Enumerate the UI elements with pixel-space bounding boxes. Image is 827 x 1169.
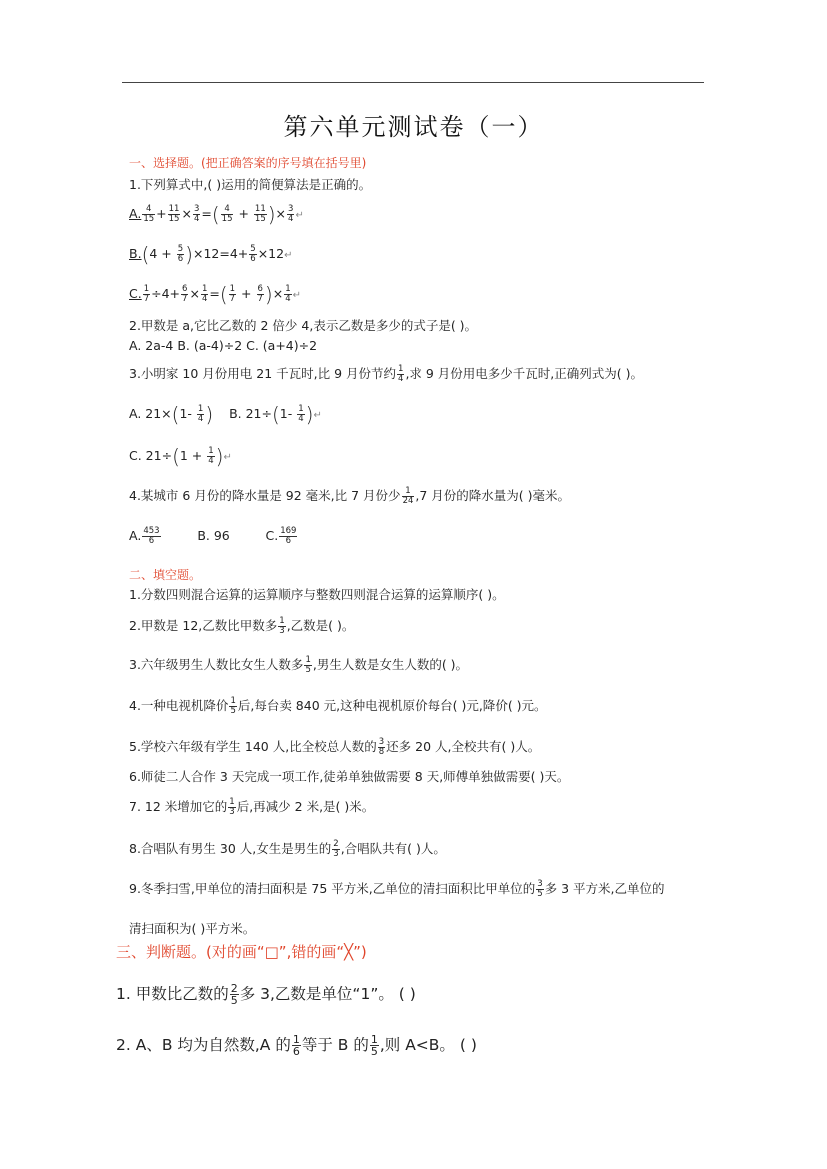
option-a: A. 21× xyxy=(129,406,172,421)
section-1-header: 一、选择题。(把正确答案的序号填在括号里) xyxy=(129,156,367,170)
s2-question-1: 1.分数四则混合运算的运算顺序与整数四则混合运算的运算顺序( )。 xyxy=(129,587,505,602)
s1-q1-option-c: C. $\frac{1}{7}$ ÷4+ $\frac{6}{7}$ × $\frac{1}{4}$ =( $\frac{1}{7}$ + $\frac{6}{7}$ )× $\frac{1}{4}$ ↵ xyxy=(129,282,302,307)
q-tail: 多 3 平方米,乙单位的 xyxy=(544,881,665,896)
s3-question-2: 2. A、B 均为自然数,A 的 $\frac{1}{6}$ 等于 B 的 $\frac{1}{5}$ ,则 A<B。 ( ) xyxy=(116,1033,477,1058)
q-text: 2.甲数是 12,乙数比甲数多 xyxy=(129,618,278,633)
q-tail: 还多 20 人,全校共有( )人。 xyxy=(386,739,541,754)
option-c: C. xyxy=(265,528,279,543)
q-tail: ,乙数是( )。 xyxy=(286,618,355,633)
s1-question-1: 1.下列算式中,( )运用的简便算法是正确的。 xyxy=(129,177,372,192)
s1-question-2: 2.甲数是 a,它比乙数的 2 倍少 4,表示乙数是多少的式子是( )。 xyxy=(129,318,478,333)
option-a: A. xyxy=(129,528,142,543)
s2-question-6: 6.师徒二人合作 3 天完成一项工作,徒弟单独做需要 8 天,师傅单独做需要( )天。 xyxy=(129,769,570,784)
section-2-header: 二、填空题。 xyxy=(129,568,202,582)
q4-tail: ,7 月份的降水量为( )毫米。 xyxy=(415,488,571,503)
s3-question-1: 1. 甲数比乙数的 $\frac{2}{5}$ 多 3,乙数是单位“1”。 ( ) xyxy=(116,982,416,1007)
q-tail: 后,再减少 2 米,是( )米。 xyxy=(236,799,375,814)
q-text: 3.六年级男生人数比女生人数多 xyxy=(129,657,304,672)
s1-question-4: 4.某城市 6 月份的降水量是 92 毫米,比 7 月份少 $\frac{1}{24}$ ,7 月份的降水量为( )毫米。 xyxy=(129,486,571,506)
s2-question-5: 5.学校六年级有学生 140 人,比全校总人数的 $\frac{3}{8}$ 还多 20 人,全校共有( )人。 xyxy=(129,737,541,757)
q-text: 7. 12 米增加它的 xyxy=(129,799,228,814)
s2-question-8: 8.合唱队有男生 30 人,女生是男生的 $\frac{2}{3}$ ,合唱队共有( )人。 xyxy=(129,839,446,859)
top-rule xyxy=(122,82,704,83)
q-text: 4.一种电视机降价 xyxy=(129,698,229,713)
section-3-header: 三、判断题。(对的画“□”,错的画“╳”) xyxy=(116,943,367,961)
q4-text: 4.某城市 6 月份的降水量是 92 毫米,比 7 月份少 xyxy=(129,488,401,503)
s1-q2-options: A. 2a-4 B. (a-4)÷2 C. (a+4)÷2 xyxy=(129,338,318,353)
s1-q3-options-ab: A. 21×(1- $\frac{1}{4}$ ) B. 21÷(1- $\frac{1}{4}$ )↵ xyxy=(129,402,322,427)
q-text: 1. 甲数比乙数的 xyxy=(116,985,229,1003)
s2-question-9-cont: 清扫面积为( )平方米。 xyxy=(129,921,256,936)
s2-question-9: 9.冬季扫雪,甲单位的清扫面积是 75 平方米,乙单位的清扫面积比甲单位的 $\frac{3}{5}$ 多 3 平方米,乙单位的 xyxy=(129,879,665,899)
option-label: A. xyxy=(129,206,142,221)
q-tail: 多 3,乙数是单位“1”。 ( ) xyxy=(239,985,416,1003)
s2-question-2: 2.甲数是 12,乙数比甲数多 $\frac{1}{3}$ ,乙数是( )。 xyxy=(129,616,355,636)
q-text: 9.冬季扫雪,甲单位的清扫面积是 75 平方米,乙单位的清扫面积比甲单位的 xyxy=(129,881,536,896)
option-c: C. 21÷ xyxy=(129,448,173,463)
option-label: C. xyxy=(129,286,142,301)
q3-tail: ,求 9 月份用电多少千瓦时,正确列式为( )。 xyxy=(405,366,644,381)
option-label: B. xyxy=(129,246,142,261)
option-b: B. 96 xyxy=(197,528,230,543)
page-title: 第六单元测试卷（一） xyxy=(283,113,544,141)
s2-question-3: 3.六年级男生人数比女生人数多 $\frac{1}{5}$ ,男生人数是女生人数的( )。 xyxy=(129,655,469,675)
option-b: B. 21÷ xyxy=(229,406,272,421)
q-text: 8.合唱队有男生 30 人,女生是男生的 xyxy=(129,841,332,856)
q-tail: ,则 A<B。 ( ) xyxy=(379,1036,477,1054)
s2-question-7: 7. 12 米增加它的 $\frac{1}{3}$ 后,再减少 2 米,是( )米。 xyxy=(129,797,375,817)
q-mid: 等于 B 的 xyxy=(301,1036,369,1054)
s1-q1-option-a: A. $\frac{4}{15}$ + $\frac{11}{15}$ × $\frac{3}{4}$ =( $\frac{4}{15}$ + $\frac{11}{15}$ )× $\frac{3}{4}$ ↵ xyxy=(129,202,304,227)
q-tail: ,男生人数是女生人数的( )。 xyxy=(312,657,469,672)
q-tail: ,合唱队共有( )人。 xyxy=(340,841,446,856)
q3-text: 3.小明家 10 月份用电 21 千瓦时,比 9 月份节约 xyxy=(129,366,397,381)
s1-q4-options: A. $\frac{453}{6}$ B. 96 C. $\frac{169}{6}$ xyxy=(129,526,297,546)
s2-question-4: 4.一种电视机降价 $\frac{1}{5}$ 后,每台卖 840 元,这种电视机原价每台( )元,降价( )元。 xyxy=(129,696,547,716)
s1-q1-option-b: B.(4 + $\frac{5}{6}$ )×12=4+ $\frac{5}{6}$ ×12↵ xyxy=(129,242,293,267)
q-tail: 后,每台卖 840 元,这种电视机原价每台( )元,降价( )元。 xyxy=(237,698,547,713)
q-text: 5.学校六年级有学生 140 人,比全校总人数的 xyxy=(129,739,377,754)
s1-q3-option-c: C. 21÷(1 + $\frac{1}{4}$ )↵ xyxy=(129,444,232,469)
s1-question-3: 3.小明家 10 月份用电 21 千瓦时,比 9 月份节约 $\frac{1}{4}$ ,求 9 月份用电多少千瓦时,正确列式为( )。 xyxy=(129,364,644,384)
q-text: 2. A、B 均为自然数,A 的 xyxy=(116,1036,291,1054)
